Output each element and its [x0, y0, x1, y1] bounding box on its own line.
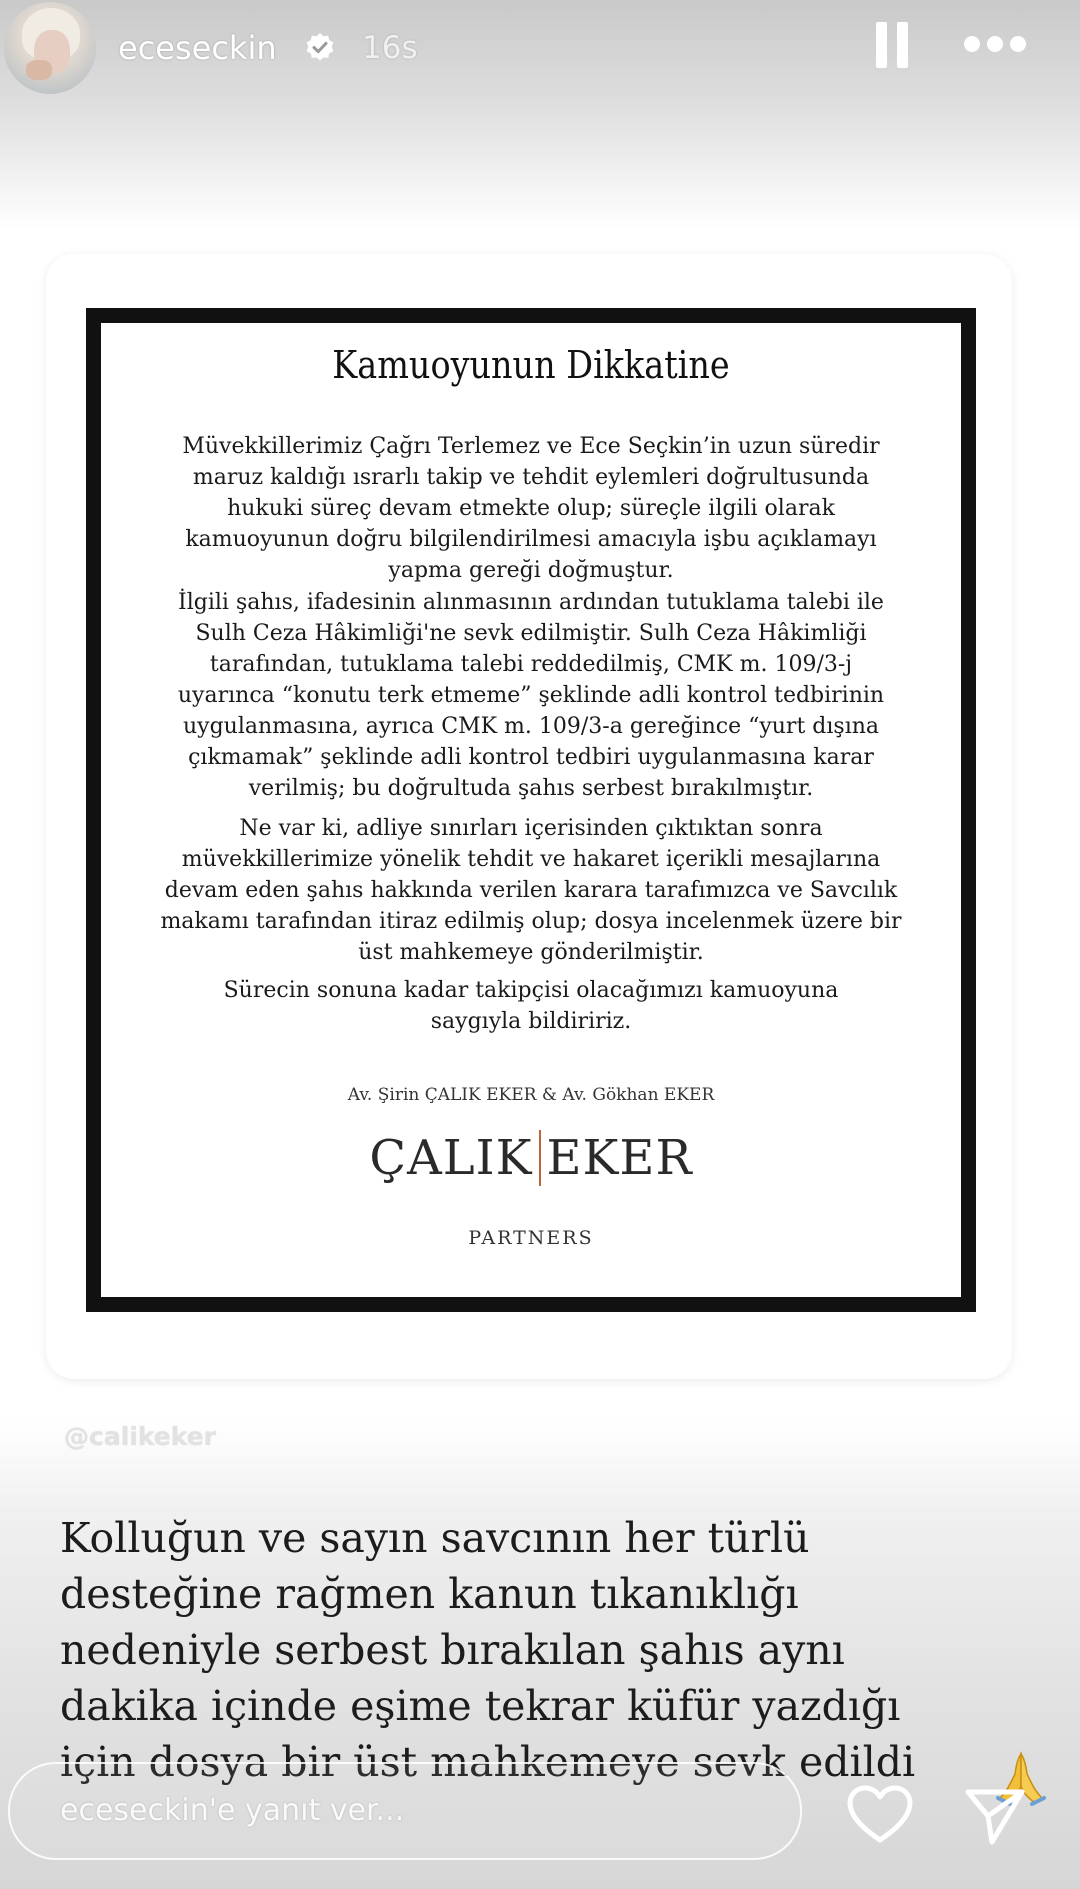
notice-paragraph-1: Müvekkillerimiz Çağrı Terlemez ve Ece Seçkin’in uzun süredir maruz kaldığı ısrarlı takip ve tehdit eylemleri doğrultusunda hukuki süreç devam etmekte olup; süreçle ilgili olarak kamuoyunun doğru bilgilendirilmesi amacıyla işbu açıklamayı yapma gereği doğmuştur. [182, 434, 880, 583]
story-username[interactable]: eceseckin [118, 29, 277, 67]
profile-avatar[interactable] [4, 2, 96, 94]
notice-paragraph-2: İlgili şahıs, ifadesinin alınmasının ardından tutuklama talebi ile Sulh Ceza Hâkimliği'ne sevk edilmiştir. Sulh Ceza Hâkimliği tarafından, tutuklama talebi reddedilmiş, CMK m. 109/3-j uyarınca “konutu terk etmeme” şeklinde adli kontrol tedbirinin uygulanmasına, ayrıca CMK m. 109/3-a gereğince “yurt dışına çıkmamak” şeklinde adli kontrol tedbiri uygulanmasına karar verilmiş; bu doğrultuda şahıs serbest bırakılmıştır. [177, 590, 885, 801]
shared-post-card[interactable] [46, 254, 1012, 1379]
send-icon[interactable] [962, 1782, 1028, 1848]
notice-title: Kamuoyunun Dikkatine [332, 343, 730, 387]
public-notice-frame [86, 308, 976, 1312]
reply-input[interactable] [8, 1762, 802, 1860]
heart-icon[interactable] [846, 1784, 914, 1846]
pause-icon[interactable] [874, 22, 910, 68]
logo-left-word: ÇALIK [369, 1130, 533, 1186]
notice-paragraph-3: Ne var ki, adliye sınırları içerisinden çıktıktan sonra müvekkillerimize yönelik tehdit ve hakaret içerikli mesajlarına devam eden şahıs hakkında verilen karara tarafımızca ve Savcılık makamı tarafından itiraz edilmiş olup; dosya incelenmek üzere bir üst mahkemeye gönderilmiştir. [160, 816, 902, 965]
avatar-hand [26, 60, 52, 80]
notice-signature: Av. Şirin ÇALIK EKER & Av. Gökhan EKER [347, 1085, 715, 1105]
story-timestamp: 16s [362, 30, 418, 66]
story-caption: Kolluğun ve sayın savcının her türlü desteğine rağmen kanun tıkanıklığı nedeniyle serbest bırakılan şahıs aynı dakika içinde eşime tekrar küfür yazdığı için dosya bir üst mahkemeye sevk edildi [60, 1514, 916, 1786]
logo-divider [539, 1130, 541, 1186]
logo-right-word: EKER [546, 1130, 693, 1186]
verified-badge-icon [304, 32, 336, 64]
law-firm-logo [101, 1123, 961, 1193]
logo-subtitle: PARTNERS [468, 1227, 594, 1249]
notice-paragraph-4: Sürecin sonuna kadar takipçisi olacağımızı kamuoyuna saygıyla bildiririz. [223, 978, 839, 1034]
reply-placeholder: eceseckin'e yanıt ver... [60, 1793, 405, 1828]
more-options-icon[interactable] [962, 32, 1028, 56]
shared-post-mention[interactable]: @calikeker [64, 1422, 216, 1451]
